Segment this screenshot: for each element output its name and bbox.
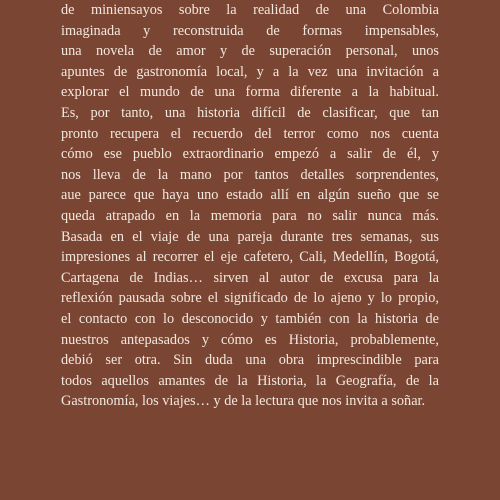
- synopsis-line: queda atrapado en la memoria para no salir nunca más.: [61, 207, 439, 224]
- synopsis-line: el contacto con lo desconocido y también con la historia de: [61, 310, 439, 327]
- synopsis-line: nos lleva de la mano por tantos detalles sorprendentes,: [61, 166, 439, 183]
- synopsis-line: impresiones al recorrer el eje cafetero, Cali, Medellín, Bogotá,: [61, 249, 439, 266]
- synopsis-line: una novela de amor y de superación personal, unos: [61, 43, 439, 60]
- synopsis-text: [61, 0, 439, 412]
- synopsis-line: aue parece que haya uno estado allí en algún sueño que se: [61, 187, 439, 204]
- synopsis-line: Basada en el viaje de una pareja durante tres semanas, sus: [61, 228, 439, 245]
- synopsis-line: Gastronomía, los viajes… y de la lectura que nos invita a soñar.: [61, 393, 426, 410]
- synopsis-line: Es, por tanto, una historia difícil de clasificar, que tan: [61, 104, 439, 121]
- synopsis-line: Cartagena de Indias… sirven al autor de excusa para la: [61, 269, 439, 286]
- synopsis-line: reflexión pausada sobre el significado de lo ajeno y lo propio,: [61, 290, 439, 307]
- synopsis-line: cómo ese pueblo extraordinario empezó a salir de él, y: [61, 146, 439, 163]
- synopsis-line: pronto recupera el recuerdo del terror como nos cuenta: [61, 125, 439, 142]
- synopsis-line: imaginada y reconstruida de formas impensables,: [61, 22, 439, 39]
- synopsis-line: de miniensayos sobre la realidad de una Colombia: [61, 2, 439, 18]
- synopsis-line: todos aquellos amantes de la Historia, la Geografía, de la: [61, 372, 439, 389]
- synopsis-line: debió ser otra. Sin duda una obra imprescindible para: [61, 352, 439, 369]
- synopsis-line: explorar el mundo de una forma diferente a la habitual.: [61, 84, 439, 101]
- synopsis-line: nuestros antepasados y cómo es Historia, probablemente,: [61, 331, 439, 348]
- synopsis-line: apuntes de gastronomía local, y a la vez una invitación a: [61, 63, 439, 80]
